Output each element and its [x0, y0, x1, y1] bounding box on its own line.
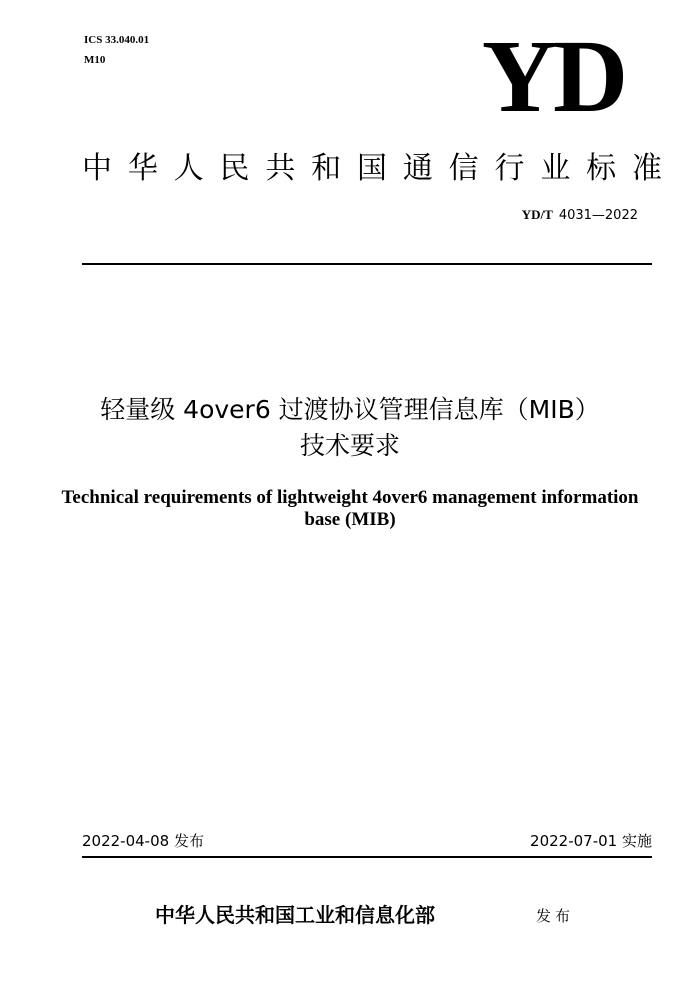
standard-number — [522, 206, 638, 225]
ics-code: ICS 33.040.01 — [84, 34, 150, 46]
english-title-line-2: base (MIB) — [304, 509, 396, 530]
issue-label: 发布 — [536, 907, 575, 925]
implementation-date: 2022-07-01 实施 — [530, 832, 652, 850]
english-title-line-1: Technical requirements of lightweight 4over6 management information — [61, 487, 639, 508]
classification-block — [84, 30, 149, 70]
english-title — [40, 487, 660, 531]
chinese-title-line-2: 技术要求 — [299, 431, 400, 460]
standard-category-title: 中华人民共和国通信行业标准 — [82, 151, 662, 186]
standard-number-prefix: YD/T — [521, 207, 553, 222]
issue-date: 2022-04-08 发布 — [82, 832, 204, 850]
chinese-title-line-1: 轻量级 4over6 过渡协议管理信息库（MIB） — [100, 395, 600, 424]
bottom-divider — [82, 856, 652, 858]
standard-number-value: 4031—2022 — [558, 208, 638, 223]
chinese-title — [40, 392, 660, 464]
classification-code: M10 — [84, 54, 106, 66]
yd-logo: YD — [481, 19, 625, 134]
issuing-authority: 中华人民共和国工业和信息化部 — [155, 903, 435, 927]
top-divider — [82, 263, 652, 265]
